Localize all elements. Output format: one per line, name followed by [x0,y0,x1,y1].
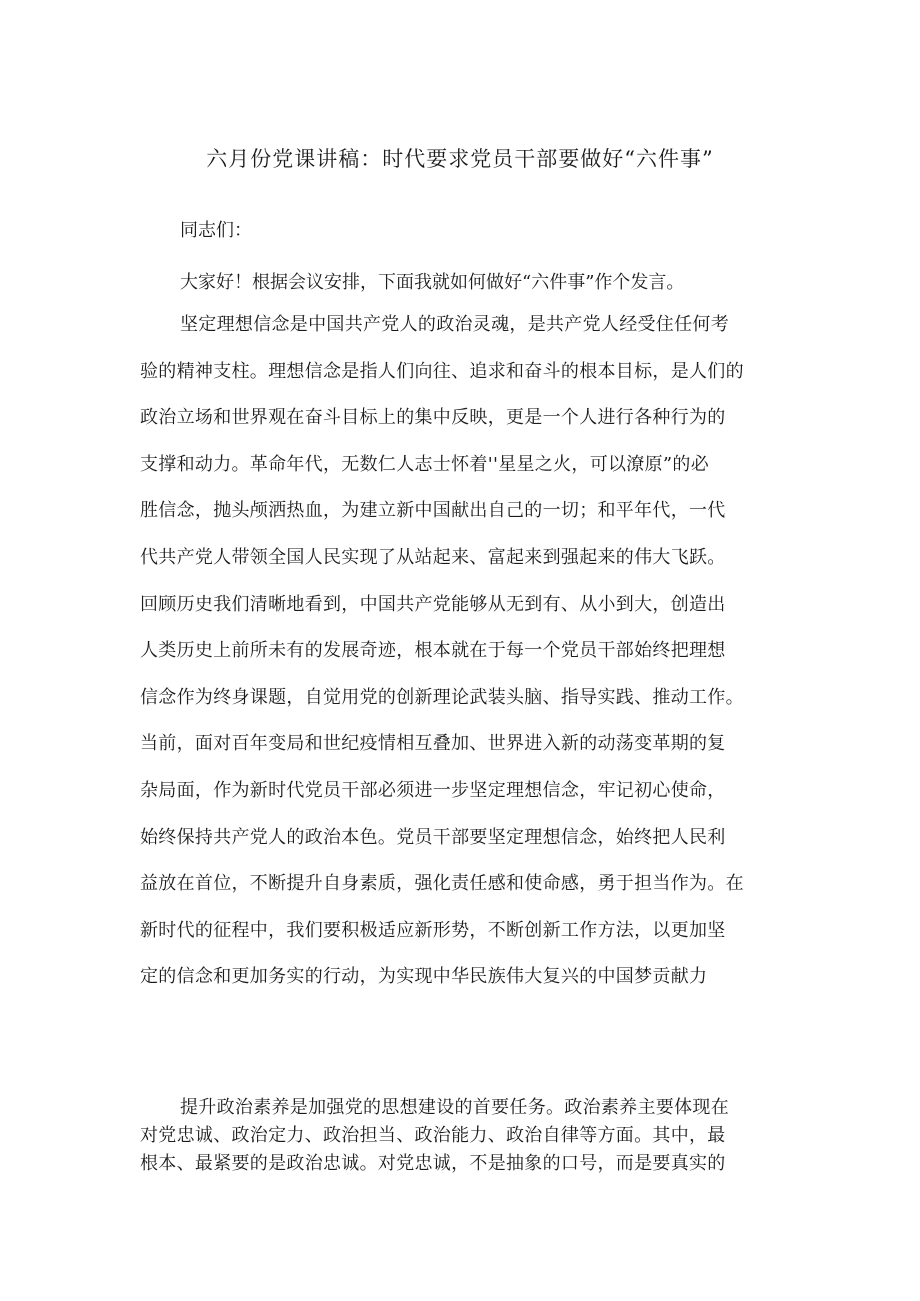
paragraph-line: 人类历史上前所未有的发展奇迹，根本就在于每一个党员干部始终把理想 [140,640,726,662]
greeting-paragraph: 大家好！根据会议安排，下面我就如何做好“六件事”作个发言。 [180,272,685,293]
paragraph-line: 新时代的征程中，我们要积极适应新形势，不断创新工作方法，以更加坚 [140,919,726,941]
paragraph-line: 提升政治素养是加强党的思想建设的首要任务。政治素养主要体现在 [180,1097,729,1118]
document-title: 六月份党课讲稿：时代要求党员干部要做好“六件事” [206,147,714,171]
paragraph-line: 验的精神支柱。理想信念是指人们向往、追求和奋斗的根本目标，是人们的 [140,360,744,382]
paragraph-line: 回顾历史我们清晰地看到，中国共产党能够从无到有、从小到大，创造出 [140,593,726,615]
paragraph-line: 益放在首位，不断提升自身素质，强化责任感和使命感，勇于担当作为。在 [140,873,744,895]
paragraph-political-quality [140,1094,800,1178]
salutation: 同志们： [180,220,252,241]
paragraph-ideals [140,302,800,1001]
paragraph-line: 支撑和动力。革命年代，无数仁人志士怀着''星星之火，可以潦原”的必 [140,453,709,475]
paragraph-line: 对党忠诚、政治定力、政治担当、政治能力、政治自律等方面。其中，最 [140,1125,726,1146]
paragraph-line: 当前，面对百年变局和世纪疫情相互叠加、世界进入新的动荡变革期的复 [140,733,726,755]
paragraph-line: 定的信念和更加务实的行动，为实现中华民族伟大复兴的中国梦贡献力 [140,966,708,988]
paragraph-line: 坚定理想信念是中国共产党人的政治灵魂，是共产党人经受住任何考 [180,314,729,335]
paragraph-line: 胜信念，抛头颅洒热血，为建立新中国献出自己的一切；和平年代，一代 [140,500,726,522]
paragraph-line: 始终保持共产党人的政治本色。党员干部要坚定理想信念，始终把人民利 [140,826,726,848]
paragraph-line: 政治立场和世界观在奋斗目标上的集中反映，更是一个人进行各种行为的 [140,407,726,429]
paragraph-line: 杂局面，作为新时代党员干部必须进一步坚定理想信念，牢记初心使命， [140,779,726,801]
paragraph-line: 代共产党人带领全国人民实现了从站起来、富起来到强起来的伟大飞跃。 [140,546,726,568]
paragraph-line: 根本、最紧要的是政治忠诚。对党忠诚，不是抽象的口号，而是要真实的 [140,1153,726,1174]
paragraph-line: 信念作为终身课题，自觉用党的创新理论武装头脑、指导实践、推动工作。 [140,686,744,708]
